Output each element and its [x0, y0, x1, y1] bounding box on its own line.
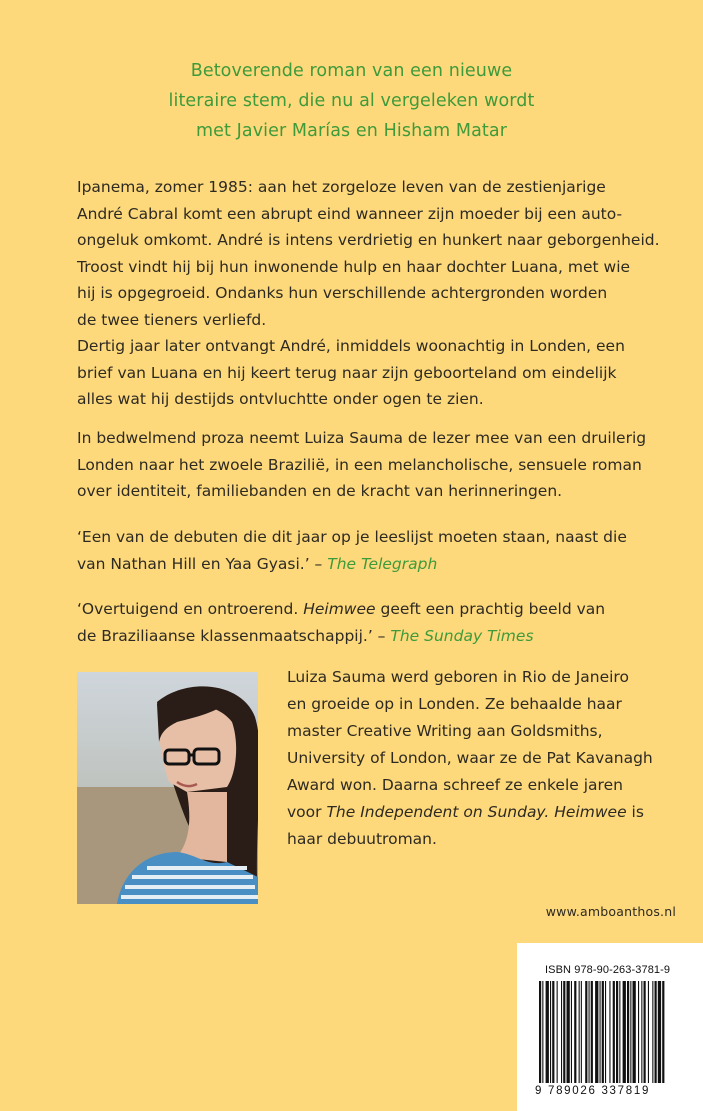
barcode-digits: 9 789026 337819 [535, 1085, 651, 1097]
bio-line: University of London, waar ze de Pat Kavanagh [287, 749, 653, 767]
review-quote-telegraph [77, 524, 637, 577]
description-line: over identiteit, familiebanden en de kracht van herinneringen. [77, 482, 563, 500]
barcode-bar [658, 981, 661, 1083]
barcode-bar [574, 981, 576, 1083]
synopsis-line: ongeluk omkomt. André is intens verdrietig en hunkert naar geborgenheid. [77, 231, 660, 249]
barcode-bar [600, 981, 601, 1083]
newspaper-and-title: The Independent on Sunday. Heimwee [326, 803, 627, 821]
isbn-label: ISBN 978-90-263-3781-9 [545, 964, 671, 976]
synopsis-line: hij is opgegroeid. Ondanks hun verschillende achtergronden worden [77, 284, 608, 302]
synopsis-paragraph [77, 174, 660, 413]
quote-line: ‘Overtuigend en ontroerend. Heimwee geeft een prachtig beeld van [77, 600, 606, 618]
bio-line: en groeide op in Londen. Ze behaalde haar [287, 695, 622, 713]
barcode-bar [627, 981, 629, 1083]
barcode-bar [633, 981, 636, 1083]
barcode-bar [613, 981, 615, 1083]
synopsis-line: brief van Luana en hij keert terug naar zijn geboorteland om eindelijk [77, 363, 617, 382]
barcode-bar [655, 981, 657, 1083]
synopsis-line: André Cabral komt een abrupt eind wanneer zijn moeder bij een auto- [77, 204, 623, 223]
barcode-bar [563, 981, 565, 1083]
book-title: Heimwee [303, 600, 376, 618]
tagline-line: met Javier Marías en Hisham Matar [195, 121, 508, 141]
barcode-box [517, 943, 703, 1111]
barcode-bar [552, 981, 554, 1083]
barcode-bar [550, 981, 551, 1083]
quote-line: de Braziliaanse klassenmaatschappij.’ – The Sunday Times [77, 626, 534, 645]
quote-source: The Sunday Times [390, 626, 534, 645]
quote-source: The Telegraph [327, 554, 438, 573]
barcode-bar [605, 981, 606, 1083]
barcode-bar [630, 981, 631, 1083]
description-line: In bedwelmend proza neemt Luiza Sauma de lezer mee van een druilerig [77, 429, 647, 447]
tagline [0, 56, 703, 146]
bio-line: Award won. Daarna schreef ze enkele jaren [287, 776, 623, 794]
barcode-bar [644, 981, 646, 1083]
barcode-bar [589, 981, 590, 1083]
barcode-bar [648, 981, 649, 1083]
barcode-bar [542, 981, 543, 1083]
barcode-bar [638, 981, 639, 1083]
barcode-bar [619, 981, 620, 1083]
author-photo [77, 672, 258, 904]
description-paragraph [77, 425, 647, 505]
barcode-bar [571, 981, 572, 1083]
quote-line: ‘Een van de debuten die dit jaar op je leeslijst moeten staan, naast die [77, 528, 627, 546]
synopsis-line: alles wat hij destijds ontvluchtte onder ogen te zien. [77, 390, 484, 408]
publisher-website[interactable]: www.amboanthos.nl [545, 904, 676, 919]
tagline-line: literaire stem, die nu al vergeleken wordt [168, 91, 535, 111]
description-line: Londen naar het zwoele Brazilië, in een melancholische, sensuele roman [77, 455, 642, 474]
barcode-bar [585, 981, 587, 1083]
barcode-bar [567, 981, 570, 1083]
author-bio [287, 664, 667, 853]
bio-line: voor The Independent on Sunday. Heimwee is [287, 803, 644, 821]
barcode-bar [662, 981, 664, 1083]
tagline-line: Betoverende roman van een nieuwe [190, 61, 513, 81]
barcode-bar [557, 981, 558, 1083]
synopsis-line: de twee tieners verliefd. [77, 310, 267, 329]
barcode-bar [546, 981, 549, 1083]
barcode-bar [591, 981, 593, 1083]
quote-line: van Nathan Hill en Yaa Gyasi.’ – The Telegraph [77, 554, 438, 573]
barcode-bar [539, 981, 541, 1083]
barcode-bar [579, 981, 580, 1083]
bio-line: master Creative Writing aan Goldsmiths, [287, 722, 603, 740]
bio-line: haar debuutroman. [287, 830, 437, 848]
barcode-bar [602, 981, 604, 1083]
barcode-bar [652, 981, 653, 1083]
bio-line: Luiza Sauma werd geboren in Rio de Janeiro [287, 668, 629, 686]
synopsis-line: Ipanema, zomer 1985: aan het zorgeloze leven van de zestienjarige [77, 178, 606, 196]
review-quote-sunday-times [77, 596, 637, 649]
barcode-bar [595, 981, 598, 1083]
barcode-bar [581, 981, 582, 1083]
synopsis-line: Troost vindt hij bij hun inwonende hulp en haar dochter Luana, met wie [77, 257, 631, 276]
barcode-bar [641, 981, 642, 1083]
barcode-bar [623, 981, 626, 1083]
barcode-bar [609, 981, 610, 1083]
barcode-bar [561, 981, 562, 1083]
barcode [539, 981, 681, 1083]
barcode-bar [616, 981, 618, 1083]
synopsis-line: Dertig jaar later ontvangt André, inmiddels woonachtig in Londen, een [77, 337, 625, 355]
